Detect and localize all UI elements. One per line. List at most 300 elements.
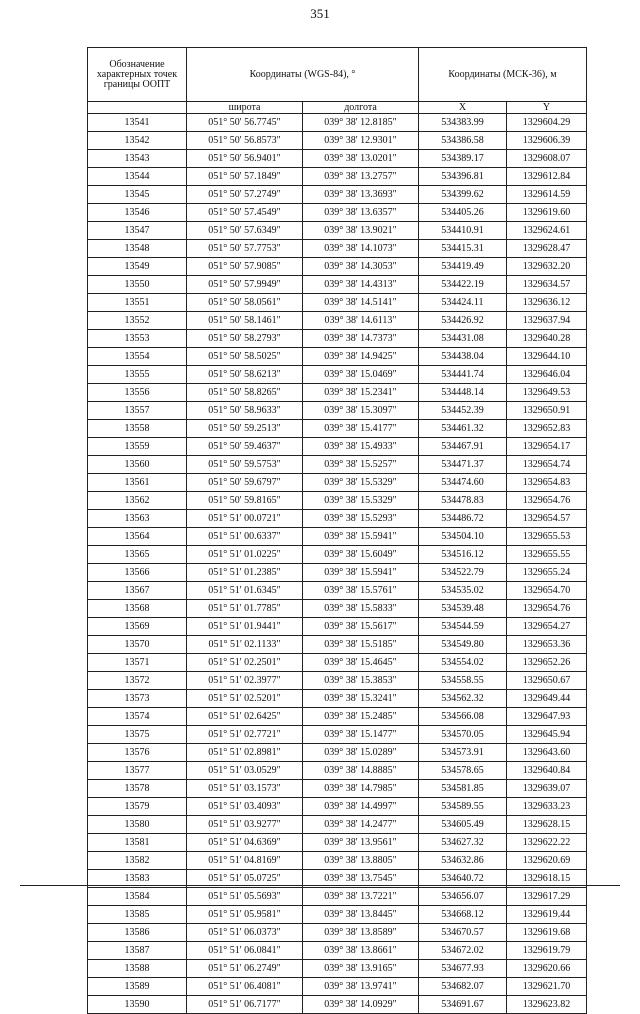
y-cell: 1329633.23: [507, 798, 587, 816]
point-id-cell: 13556: [88, 384, 187, 402]
table-row: [88, 366, 587, 384]
latitude-cell: 051° 50' 57.9949": [187, 276, 303, 294]
y-cell: 1329623.82: [507, 996, 587, 1014]
x-cell: 534672.02: [419, 942, 507, 960]
y-cell: 1329655.53: [507, 528, 587, 546]
x-cell: 534539.48: [419, 600, 507, 618]
table-row: [88, 186, 587, 204]
point-id-cell: 13554: [88, 348, 187, 366]
point-id-cell: 13588: [88, 960, 187, 978]
x-cell: 534627.32: [419, 834, 507, 852]
table-row: [88, 258, 587, 276]
y-cell: 1329606.39: [507, 132, 587, 150]
longitude-cell: 039° 38' 12.9301": [303, 132, 419, 150]
table-row: [88, 168, 587, 186]
table-row: [88, 294, 587, 312]
x-cell: 534467.91: [419, 438, 507, 456]
y-cell: 1329619.79: [507, 942, 587, 960]
x-cell: 534410.91: [419, 222, 507, 240]
latitude-cell: 051° 50' 59.8165": [187, 492, 303, 510]
x-cell: 534474.60: [419, 474, 507, 492]
longitude-cell: 039° 38' 13.7545": [303, 870, 419, 888]
point-id-cell: 13582: [88, 852, 187, 870]
y-cell: 1329622.22: [507, 834, 587, 852]
table-row: [88, 582, 587, 600]
y-cell: 1329621.70: [507, 978, 587, 996]
table-row: [88, 690, 587, 708]
x-cell: 534544.59: [419, 618, 507, 636]
x-cell: 534415.31: [419, 240, 507, 258]
point-id-cell: 13579: [88, 798, 187, 816]
point-id-cell: 13578: [88, 780, 187, 798]
longitude-cell: 039° 38' 13.9741": [303, 978, 419, 996]
latitude-cell: 051° 50' 57.4549": [187, 204, 303, 222]
latitude-cell: 051° 50' 57.7753": [187, 240, 303, 258]
latitude-cell: 051° 51' 02.6425": [187, 708, 303, 726]
table-row: [88, 132, 587, 150]
table-row: [88, 510, 587, 528]
y-cell: 1329640.28: [507, 330, 587, 348]
latitude-cell: 051° 50' 59.6797": [187, 474, 303, 492]
x-cell: 534431.08: [419, 330, 507, 348]
table-row: [88, 852, 587, 870]
table-row: [88, 780, 587, 798]
latitude-cell: 051° 51' 01.0225": [187, 546, 303, 564]
latitude-cell: 051° 50' 58.5025": [187, 348, 303, 366]
header-wgs84-coordinates: Координаты (WGS-84), °: [187, 48, 419, 102]
x-cell: 534670.57: [419, 924, 507, 942]
point-id-cell: 13571: [88, 654, 187, 672]
point-id-cell: 13570: [88, 636, 187, 654]
latitude-cell: 051° 51' 06.2749": [187, 960, 303, 978]
latitude-cell: 051° 51' 06.0841": [187, 942, 303, 960]
point-id-cell: 13542: [88, 132, 187, 150]
point-id-cell: 13563: [88, 510, 187, 528]
longitude-cell: 039° 38' 14.5141": [303, 294, 419, 312]
y-cell: 1329653.36: [507, 636, 587, 654]
longitude-cell: 039° 38' 13.7221": [303, 888, 419, 906]
longitude-cell: 039° 38' 15.4177": [303, 420, 419, 438]
x-cell: 534438.04: [419, 348, 507, 366]
x-cell: 534452.39: [419, 402, 507, 420]
y-cell: 1329650.67: [507, 672, 587, 690]
latitude-cell: 051° 51' 04.6369": [187, 834, 303, 852]
latitude-cell: 051° 50' 58.9633": [187, 402, 303, 420]
latitude-cell: 051° 51' 00.6337": [187, 528, 303, 546]
y-cell: 1329643.60: [507, 744, 587, 762]
table-row: [88, 276, 587, 294]
header-msk36-coordinates: Координаты (МСК-36), м: [419, 48, 587, 102]
table-row: [88, 402, 587, 420]
table-row: [88, 348, 587, 366]
x-cell: 534578.65: [419, 762, 507, 780]
latitude-cell: 051° 51' 02.2501": [187, 654, 303, 672]
longitude-cell: 039° 38' 13.0201": [303, 150, 419, 168]
point-id-cell: 13585: [88, 906, 187, 924]
point-id-cell: 13561: [88, 474, 187, 492]
x-cell: 534396.81: [419, 168, 507, 186]
x-cell: 534424.11: [419, 294, 507, 312]
table-row: [88, 546, 587, 564]
latitude-cell: 051° 51' 06.7177": [187, 996, 303, 1014]
table-row: [88, 834, 587, 852]
table-row: [88, 474, 587, 492]
longitude-cell: 039° 38' 15.0289": [303, 744, 419, 762]
longitude-cell: 039° 38' 13.6357": [303, 204, 419, 222]
longitude-cell: 039° 38' 13.8589": [303, 924, 419, 942]
header-latitude: широта: [187, 102, 303, 114]
table-row: [88, 312, 587, 330]
point-id-cell: 13586: [88, 924, 187, 942]
longitude-cell: 039° 38' 12.8185": [303, 114, 419, 132]
longitude-cell: 039° 38' 13.8805": [303, 852, 419, 870]
latitude-cell: 051° 51' 03.4093": [187, 798, 303, 816]
x-cell: 534386.58: [419, 132, 507, 150]
x-cell: 534448.14: [419, 384, 507, 402]
y-cell: 1329644.10: [507, 348, 587, 366]
y-cell: 1329652.83: [507, 420, 587, 438]
table-row: [88, 996, 587, 1014]
longitude-cell: 039° 38' 13.8661": [303, 942, 419, 960]
x-cell: 534691.67: [419, 996, 507, 1014]
y-cell: 1329620.69: [507, 852, 587, 870]
y-cell: 1329654.27: [507, 618, 587, 636]
y-cell: 1329654.76: [507, 600, 587, 618]
table-row: [88, 978, 587, 996]
latitude-cell: 051° 51' 00.0721": [187, 510, 303, 528]
y-cell: 1329654.57: [507, 510, 587, 528]
latitude-cell: 051° 50' 57.6349": [187, 222, 303, 240]
table-row: [88, 330, 587, 348]
coordinates-table: [87, 47, 587, 1014]
point-id-cell: 13560: [88, 456, 187, 474]
point-id-cell: 13573: [88, 690, 187, 708]
table-row: [88, 384, 587, 402]
x-cell: 534426.92: [419, 312, 507, 330]
point-id-cell: 13565: [88, 546, 187, 564]
y-cell: 1329632.20: [507, 258, 587, 276]
x-cell: 534441.74: [419, 366, 507, 384]
table-row: [88, 744, 587, 762]
y-cell: 1329628.15: [507, 816, 587, 834]
y-cell: 1329637.94: [507, 312, 587, 330]
longitude-cell: 039° 38' 15.5185": [303, 636, 419, 654]
x-cell: 534573.91: [419, 744, 507, 762]
table-row: [88, 222, 587, 240]
table-row: [88, 726, 587, 744]
longitude-cell: 039° 38' 15.5941": [303, 564, 419, 582]
point-id-cell: 13577: [88, 762, 187, 780]
point-id-cell: 13574: [88, 708, 187, 726]
x-cell: 534516.12: [419, 546, 507, 564]
y-cell: 1329645.94: [507, 726, 587, 744]
latitude-cell: 051° 50' 56.9401": [187, 150, 303, 168]
point-id-cell: 13548: [88, 240, 187, 258]
y-cell: 1329636.12: [507, 294, 587, 312]
latitude-cell: 051° 51' 05.9581": [187, 906, 303, 924]
point-id-cell: 13559: [88, 438, 187, 456]
y-cell: 1329639.07: [507, 780, 587, 798]
latitude-cell: 051° 51' 01.6345": [187, 582, 303, 600]
point-id-cell: 13564: [88, 528, 187, 546]
x-cell: 534504.10: [419, 528, 507, 546]
table-row: [88, 960, 587, 978]
latitude-cell: 051° 51' 03.9277": [187, 816, 303, 834]
longitude-cell: 039° 38' 15.5329": [303, 492, 419, 510]
table-row: [88, 708, 587, 726]
latitude-cell: 051° 50' 59.4637": [187, 438, 303, 456]
latitude-cell: 051° 51' 01.7785": [187, 600, 303, 618]
table-row: [88, 492, 587, 510]
table-row: [88, 672, 587, 690]
page-number: 351: [310, 6, 330, 21]
longitude-cell: 039° 38' 13.8445": [303, 906, 419, 924]
y-cell: 1329654.74: [507, 456, 587, 474]
y-cell: 1329646.04: [507, 366, 587, 384]
x-cell: 534640.72: [419, 870, 507, 888]
table-row: [88, 942, 587, 960]
table-row: [88, 456, 587, 474]
point-id-cell: 13543: [88, 150, 187, 168]
longitude-cell: 039° 38' 15.0469": [303, 366, 419, 384]
latitude-cell: 051° 51' 03.0529": [187, 762, 303, 780]
longitude-cell: 039° 38' 14.3053": [303, 258, 419, 276]
longitude-cell: 039° 38' 15.5293": [303, 510, 419, 528]
point-id-cell: 13568: [88, 600, 187, 618]
latitude-cell: 051° 51' 02.8981": [187, 744, 303, 762]
x-cell: 534383.99: [419, 114, 507, 132]
point-id-cell: 13587: [88, 942, 187, 960]
latitude-cell: 051° 50' 59.5753": [187, 456, 303, 474]
longitude-cell: 039° 38' 14.2477": [303, 816, 419, 834]
y-cell: 1329634.57: [507, 276, 587, 294]
y-cell: 1329624.61: [507, 222, 587, 240]
longitude-cell: 039° 38' 15.3097": [303, 402, 419, 420]
latitude-cell: 051° 50' 58.8265": [187, 384, 303, 402]
longitude-cell: 039° 38' 15.3853": [303, 672, 419, 690]
x-cell: 534554.02: [419, 654, 507, 672]
point-id-cell: 13583: [88, 870, 187, 888]
latitude-cell: 051° 51' 04.8169": [187, 852, 303, 870]
point-id-cell: 13553: [88, 330, 187, 348]
latitude-cell: 051° 51' 02.3977": [187, 672, 303, 690]
longitude-cell: 039° 38' 14.6113": [303, 312, 419, 330]
table-row: [88, 924, 587, 942]
table-row: [88, 240, 587, 258]
table-row: [88, 564, 587, 582]
x-cell: 534570.05: [419, 726, 507, 744]
table-row: [88, 762, 587, 780]
longitude-cell: 039° 38' 15.5329": [303, 474, 419, 492]
point-id-cell: 13562: [88, 492, 187, 510]
x-cell: 534549.80: [419, 636, 507, 654]
header-y: Y: [507, 102, 587, 114]
point-id-cell: 13590: [88, 996, 187, 1014]
latitude-cell: 051° 51' 06.0373": [187, 924, 303, 942]
longitude-cell: 039° 38' 13.9021": [303, 222, 419, 240]
latitude-cell: 051° 50' 56.7745": [187, 114, 303, 132]
latitude-cell: 051° 51' 01.9441": [187, 618, 303, 636]
x-cell: 534422.19: [419, 276, 507, 294]
longitude-cell: 039° 38' 14.0929": [303, 996, 419, 1014]
y-cell: 1329654.83: [507, 474, 587, 492]
point-id-cell: 13551: [88, 294, 187, 312]
table-row: [88, 528, 587, 546]
x-cell: 534682.07: [419, 978, 507, 996]
y-cell: 1329654.17: [507, 438, 587, 456]
y-cell: 1329640.84: [507, 762, 587, 780]
point-id-cell: 13541: [88, 114, 187, 132]
table-row: [88, 888, 587, 906]
longitude-cell: 039° 38' 14.8885": [303, 762, 419, 780]
y-cell: 1329654.70: [507, 582, 587, 600]
x-cell: 534656.07: [419, 888, 507, 906]
x-cell: 534566.08: [419, 708, 507, 726]
x-cell: 534486.72: [419, 510, 507, 528]
y-cell: 1329619.68: [507, 924, 587, 942]
point-id-cell: 13555: [88, 366, 187, 384]
point-id-cell: 13581: [88, 834, 187, 852]
latitude-cell: 051° 50' 58.6213": [187, 366, 303, 384]
longitude-cell: 039° 38' 14.7373": [303, 330, 419, 348]
point-id-cell: 13558: [88, 420, 187, 438]
longitude-cell: 039° 38' 15.4933": [303, 438, 419, 456]
y-cell: 1329619.60: [507, 204, 587, 222]
latitude-cell: 051° 50' 58.0561": [187, 294, 303, 312]
table-row: [88, 150, 587, 168]
x-cell: 534399.62: [419, 186, 507, 204]
longitude-cell: 039° 38' 15.4645": [303, 654, 419, 672]
latitude-cell: 051° 50' 59.2513": [187, 420, 303, 438]
latitude-cell: 051° 51' 02.5201": [187, 690, 303, 708]
x-cell: 534558.55: [419, 672, 507, 690]
longitude-cell: 039° 38' 15.3241": [303, 690, 419, 708]
table-row: [88, 654, 587, 672]
latitude-cell: 051° 50' 57.9085": [187, 258, 303, 276]
y-cell: 1329618.15: [507, 870, 587, 888]
longitude-cell: 039° 38' 13.9165": [303, 960, 419, 978]
x-cell: 534581.85: [419, 780, 507, 798]
table-row: [88, 114, 587, 132]
y-cell: 1329614.59: [507, 186, 587, 204]
point-id-cell: 13569: [88, 618, 187, 636]
x-cell: 534589.55: [419, 798, 507, 816]
point-id-cell: 13550: [88, 276, 187, 294]
latitude-cell: 051° 51' 01.2385": [187, 564, 303, 582]
point-id-cell: 13580: [88, 816, 187, 834]
longitude-cell: 039° 38' 15.5941": [303, 528, 419, 546]
latitude-cell: 051° 50' 58.2793": [187, 330, 303, 348]
longitude-cell: 039° 38' 15.5761": [303, 582, 419, 600]
y-cell: 1329628.47: [507, 240, 587, 258]
point-id-cell: 13572: [88, 672, 187, 690]
point-id-cell: 13575: [88, 726, 187, 744]
y-cell: 1329652.26: [507, 654, 587, 672]
y-cell: 1329604.29: [507, 114, 587, 132]
table-row: [88, 636, 587, 654]
point-id-cell: 13567: [88, 582, 187, 600]
y-cell: 1329649.53: [507, 384, 587, 402]
longitude-cell: 039° 38' 15.5257": [303, 456, 419, 474]
point-id-cell: 13549: [88, 258, 187, 276]
longitude-cell: 039° 38' 13.2757": [303, 168, 419, 186]
table-row: [88, 204, 587, 222]
table-row: [88, 798, 587, 816]
latitude-cell: 051° 51' 05.5693": [187, 888, 303, 906]
y-cell: 1329649.44: [507, 690, 587, 708]
y-cell: 1329617.29: [507, 888, 587, 906]
latitude-cell: 051° 51' 02.7721": [187, 726, 303, 744]
bottom-divider: [20, 885, 620, 886]
table-row: [88, 600, 587, 618]
x-cell: 534389.17: [419, 150, 507, 168]
point-id-cell: 13547: [88, 222, 187, 240]
header-x: X: [419, 102, 507, 114]
longitude-cell: 039° 38' 14.4997": [303, 798, 419, 816]
latitude-cell: 051° 51' 03.1573": [187, 780, 303, 798]
y-cell: 1329655.24: [507, 564, 587, 582]
table-row: [88, 618, 587, 636]
latitude-cell: 051° 50' 58.1461": [187, 312, 303, 330]
x-cell: 534419.49: [419, 258, 507, 276]
y-cell: 1329612.84: [507, 168, 587, 186]
point-id-cell: 13544: [88, 168, 187, 186]
longitude-cell: 039° 38' 15.6049": [303, 546, 419, 564]
y-cell: 1329647.93: [507, 708, 587, 726]
longitude-cell: 039° 38' 15.5617": [303, 618, 419, 636]
y-cell: 1329655.55: [507, 546, 587, 564]
longitude-cell: 039° 38' 14.4313": [303, 276, 419, 294]
longitude-cell: 039° 38' 13.3693": [303, 186, 419, 204]
header-point-designation: Обозначение характерных точек границы ООПТ: [88, 48, 187, 102]
header-empty-cell: [88, 102, 187, 114]
y-cell: 1329654.76: [507, 492, 587, 510]
x-cell: 534478.83: [419, 492, 507, 510]
latitude-cell: 051° 51' 05.0725": [187, 870, 303, 888]
longitude-cell: 039° 38' 15.2341": [303, 384, 419, 402]
y-cell: 1329619.44: [507, 906, 587, 924]
point-id-cell: 13576: [88, 744, 187, 762]
y-cell: 1329650.91: [507, 402, 587, 420]
point-id-cell: 13589: [88, 978, 187, 996]
table-body: [88, 114, 587, 1014]
longitude-cell: 039° 38' 15.5833": [303, 600, 419, 618]
x-cell: 534522.79: [419, 564, 507, 582]
longitude-cell: 039° 38' 14.1073": [303, 240, 419, 258]
longitude-cell: 039° 38' 13.9561": [303, 834, 419, 852]
x-cell: 534535.02: [419, 582, 507, 600]
latitude-cell: 051° 50' 56.8573": [187, 132, 303, 150]
x-cell: 534632.86: [419, 852, 507, 870]
x-cell: 534677.93: [419, 960, 507, 978]
x-cell: 534562.32: [419, 690, 507, 708]
latitude-cell: 051° 51' 02.1133": [187, 636, 303, 654]
x-cell: 534471.37: [419, 456, 507, 474]
latitude-cell: 051° 50' 57.2749": [187, 186, 303, 204]
point-id-cell: 13584: [88, 888, 187, 906]
x-cell: 534668.12: [419, 906, 507, 924]
point-id-cell: 13566: [88, 564, 187, 582]
table-row: [88, 906, 587, 924]
longitude-cell: 039° 38' 14.7985": [303, 780, 419, 798]
latitude-cell: 051° 51' 06.4081": [187, 978, 303, 996]
longitude-cell: 039° 38' 14.9425": [303, 348, 419, 366]
header-longitude: долгота: [303, 102, 419, 114]
y-cell: 1329608.07: [507, 150, 587, 168]
point-id-cell: 13545: [88, 186, 187, 204]
x-cell: 534461.32: [419, 420, 507, 438]
point-id-cell: 13557: [88, 402, 187, 420]
